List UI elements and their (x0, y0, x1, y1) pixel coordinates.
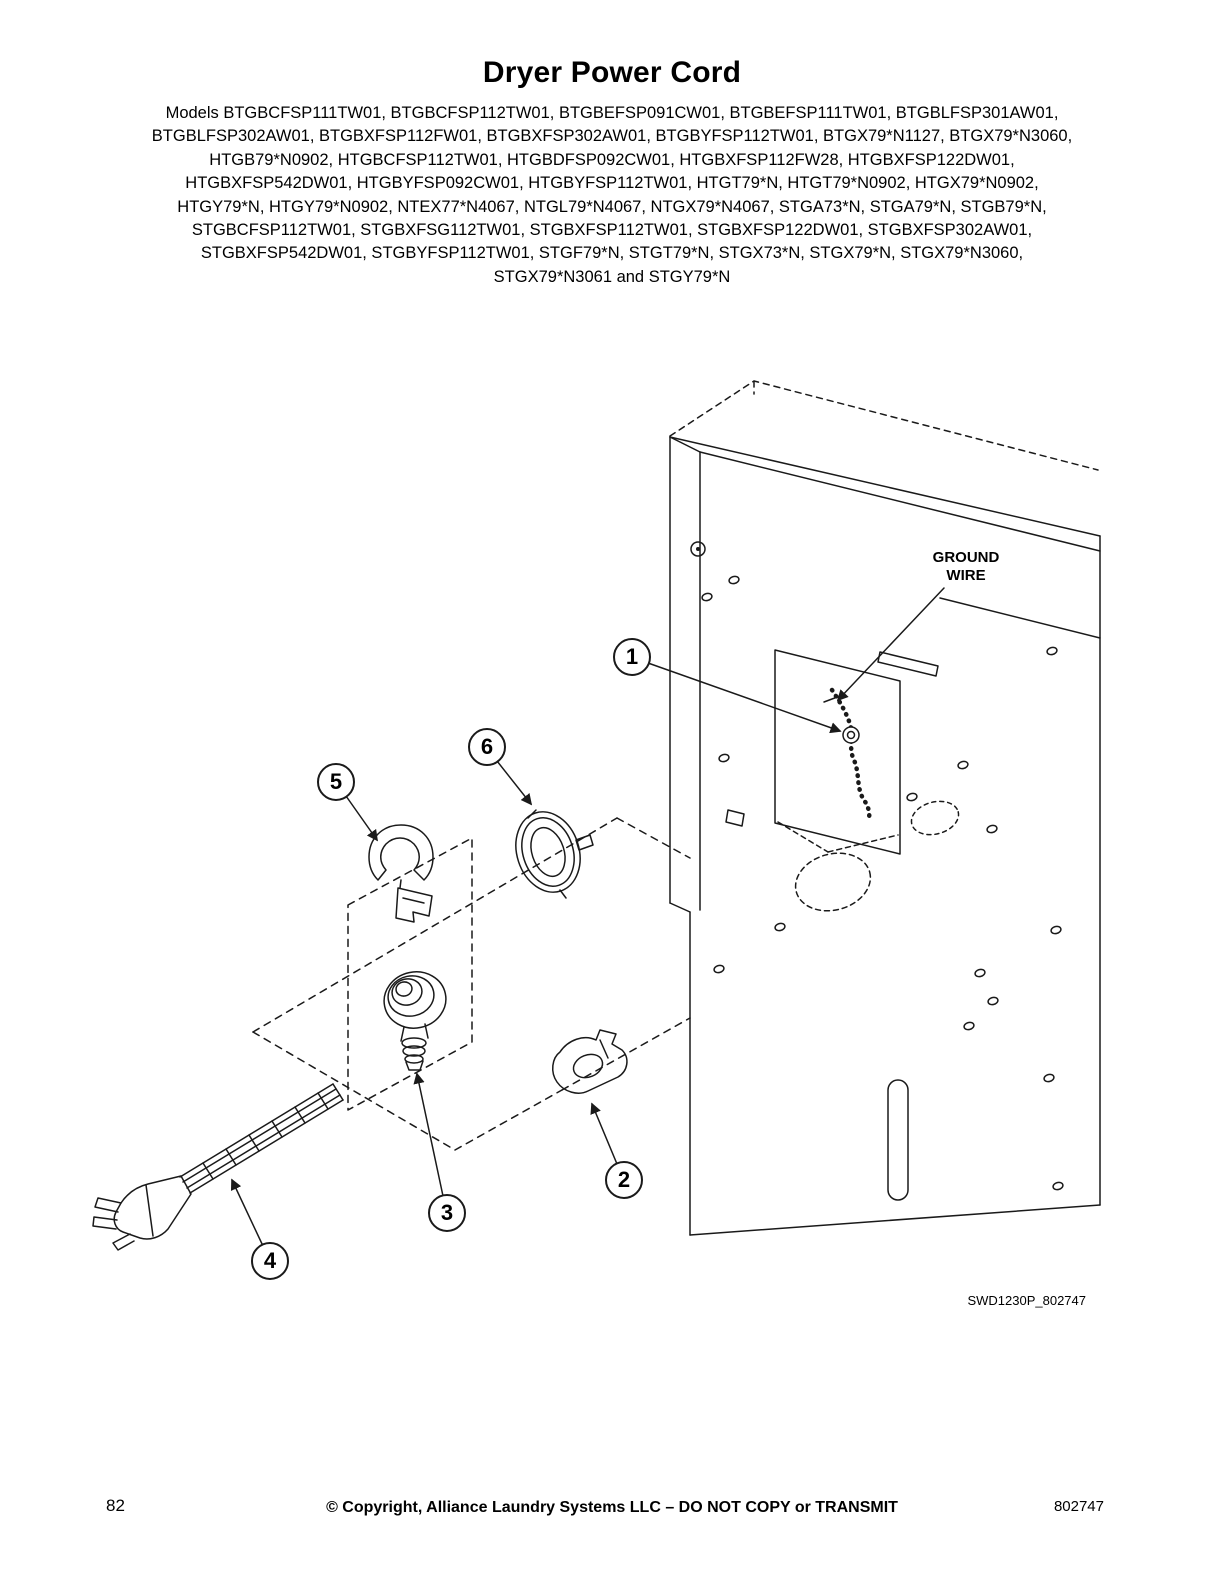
callout-6 (469, 729, 531, 804)
model-list-line: Models BTGBCFSP111TW01, BTGBCFSP112TW01, BTGBEFSP091CW01, BTGBEFSP111TW01, BTGBLFSP301AW01, (165, 104, 1059, 122)
callout-1-number: 1 (625, 644, 639, 669)
model-list-line: STGBXFSP542DW01, STGBYFSP112TW01, STGF79*N, STGT79*N, STGX73*N, STGX79*N, STGX79*N3060, (200, 244, 1024, 263)
part-power-cord (93, 1084, 343, 1250)
callout-3-number: 3 (440, 1200, 454, 1225)
part-cord-clip (553, 1030, 627, 1093)
callout-1 (614, 639, 840, 731)
ground-wire (824, 690, 869, 818)
callout-5 (318, 764, 377, 840)
part-cord-bushing (379, 966, 451, 1070)
model-list-line: HTGBXFSP542DW01, HTGBYFSP092CW01, HTGBYFSP112TW01, HTGT79*N, HTGT79*N0902, HTGX79*N0902, (185, 174, 1039, 193)
ground-wire-label-line2: WIRE (946, 567, 986, 584)
model-list-line: STGBCFSP112TW01, STGBXFSG112TW01, STGBXFSP112TW01, STGBXFSP122DW01, STGBXFSP302AW01, (191, 221, 1033, 240)
callout-6-number: 6 (480, 734, 494, 759)
model-list-line: STGX79*N3061 and STGY79*N (493, 267, 731, 286)
doc-number: 802747 (1053, 1498, 1104, 1515)
model-list-line: HTGB79*N0902, HTGBCFSP112TW01, HTGBDFSP092CW01, HTGBXFSP112FW28, HTGBXFSP122DW01, (209, 150, 1015, 169)
dryer-back-panel (670, 381, 1100, 1235)
part-grommet-ring (506, 803, 593, 900)
page-number: 82 (106, 1496, 125, 1515)
callout-4 (232, 1180, 288, 1279)
callout-2-number: 2 (617, 1167, 631, 1192)
model-list-line: BTGBLFSP302AW01, BTGBXFSP112FW01, BTGBXFSP302AW01, BTGBYFSP112TW01, BTGX79*N1127, BTGX79*N3060, (151, 127, 1073, 146)
terminal-block-opening (775, 650, 900, 854)
ground-wire-label (838, 549, 999, 700)
callout-3 (417, 1074, 465, 1231)
ground-wire-label-line1: GROUND (932, 549, 1000, 566)
callout-2 (592, 1104, 642, 1198)
figure-code: SWD1230P_802747 (967, 1293, 1086, 1308)
parts-diagram (0, 330, 1224, 1330)
model-list-line: HTGY79*N, HTGY79*N0902, NTEX77*N4067, NTGL79*N4067, NTGX79*N4067, STGA73*N, STGA79*N, STGB79*N, (177, 197, 1047, 216)
page-header (0, 0, 1224, 289)
callout-4-number: 4 (263, 1248, 277, 1273)
part-strain-relief (369, 825, 433, 922)
page-title: Dryer Power Cord (482, 56, 742, 89)
callout-5-number: 5 (329, 769, 343, 794)
copyright-notice: © Copyright, Alliance Laundry Systems LLC – DO NOT COPY or TRANSMIT (326, 1499, 898, 1516)
ground-wire-arrow (838, 588, 944, 700)
model-list (0, 102, 1224, 289)
